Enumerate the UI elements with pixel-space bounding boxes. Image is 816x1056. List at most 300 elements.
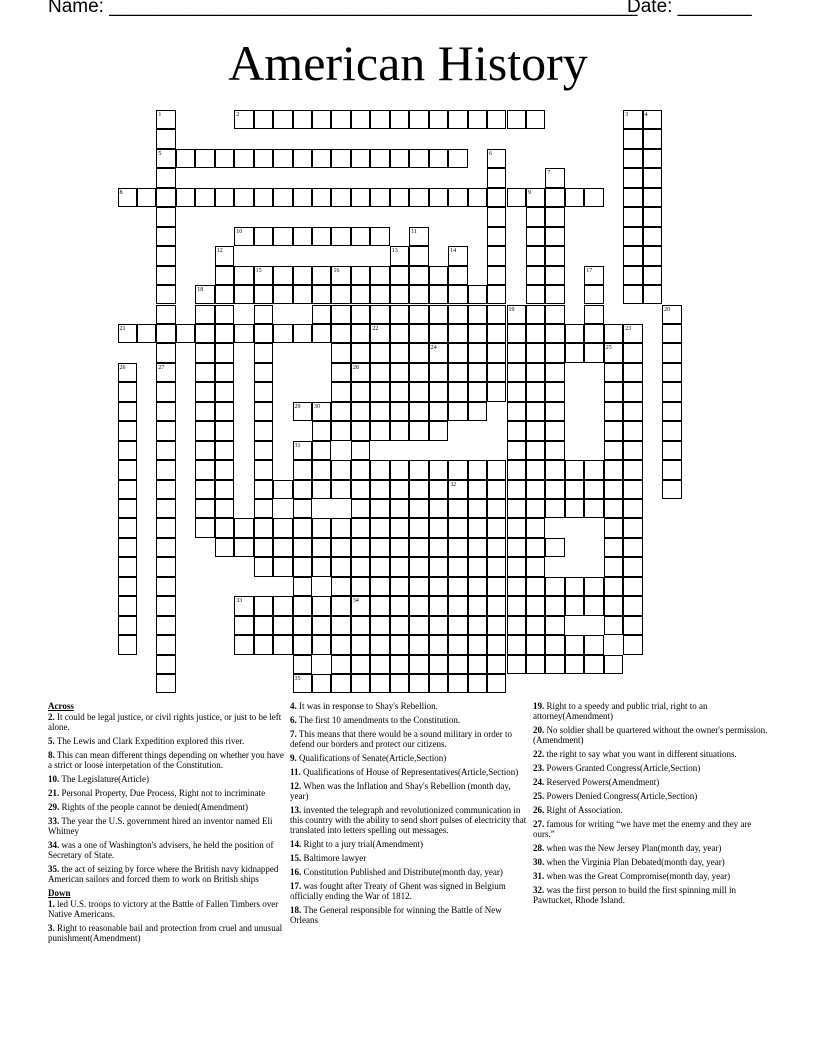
grid-cell[interactable] (507, 188, 526, 207)
grid-cell[interactable] (429, 557, 448, 576)
grid-cell[interactable] (370, 402, 389, 421)
grid-cell[interactable] (254, 188, 273, 207)
grid-cell[interactable] (468, 343, 487, 362)
grid-cell[interactable] (156, 305, 175, 324)
grid-cell[interactable] (254, 518, 273, 537)
grid-cell[interactable] (409, 343, 428, 362)
grid-cell[interactable] (195, 149, 214, 168)
grid-cell[interactable] (623, 246, 642, 265)
grid-cell[interactable] (487, 188, 506, 207)
grid-cell[interactable] (429, 616, 448, 635)
grid-cell[interactable] (331, 188, 350, 207)
grid-cell[interactable] (156, 441, 175, 460)
grid-cell[interactable] (429, 110, 448, 129)
grid-cell[interactable] (429, 577, 448, 596)
grid-cell[interactable] (565, 324, 584, 343)
grid-cell[interactable] (390, 382, 409, 401)
grid-cell[interactable] (507, 363, 526, 382)
grid-cell[interactable] (584, 480, 603, 499)
grid-cell[interactable] (468, 518, 487, 537)
grid-cell[interactable] (215, 538, 234, 557)
grid-cell[interactable] (545, 616, 564, 635)
grid-cell[interactable] (545, 538, 564, 557)
grid-cell[interactable] (390, 616, 409, 635)
grid-cell[interactable] (507, 110, 526, 129)
grid-cell[interactable] (351, 635, 370, 654)
grid-cell[interactable] (623, 129, 642, 148)
grid-cell[interactable] (643, 285, 662, 304)
grid-cell[interactable] (351, 110, 370, 129)
grid-cell[interactable] (526, 635, 545, 654)
grid-cell[interactable] (545, 655, 564, 674)
grid-cell[interactable] (526, 596, 545, 615)
grid-cell[interactable] (390, 188, 409, 207)
grid-cell[interactable] (370, 499, 389, 518)
grid-cell[interactable] (448, 538, 467, 557)
grid-cell[interactable] (118, 441, 137, 460)
grid-cell[interactable] (468, 460, 487, 479)
grid-cell[interactable] (351, 557, 370, 576)
grid-cell[interactable] (293, 518, 312, 537)
grid-cell[interactable] (545, 305, 564, 324)
grid-cell[interactable] (293, 557, 312, 576)
grid-cell[interactable] (331, 480, 350, 499)
grid-cell[interactable] (643, 266, 662, 285)
grid-cell[interactable] (429, 382, 448, 401)
grid-cell[interactable] (507, 616, 526, 635)
grid-cell[interactable] (662, 421, 681, 440)
grid-cell[interactable] (409, 285, 428, 304)
grid-cell[interactable] (312, 596, 331, 615)
grid-cell[interactable] (487, 285, 506, 304)
grid-cell[interactable] (156, 616, 175, 635)
grid-cell[interactable] (156, 168, 175, 187)
grid-cell[interactable] (584, 324, 603, 343)
grid-cell[interactable] (623, 421, 642, 440)
grid-cell[interactable] (526, 499, 545, 518)
grid-cell[interactable] (526, 421, 545, 440)
grid-cell[interactable] (273, 557, 292, 576)
grid-cell[interactable] (390, 499, 409, 518)
grid-cell[interactable] (487, 460, 506, 479)
grid-cell[interactable] (507, 655, 526, 674)
grid-cell[interactable] (565, 596, 584, 615)
grid-cell[interactable] (429, 538, 448, 557)
grid-cell[interactable] (156, 246, 175, 265)
grid-cell[interactable] (312, 305, 331, 324)
grid-cell[interactable] (545, 285, 564, 304)
grid-cell[interactable] (312, 518, 331, 537)
grid-cell[interactable] (156, 674, 175, 693)
grid-cell[interactable] (390, 324, 409, 343)
grid-cell[interactable] (273, 635, 292, 654)
grid-cell[interactable] (331, 635, 350, 654)
grid-cell[interactable] (370, 616, 389, 635)
grid-cell[interactable] (370, 149, 389, 168)
grid-cell[interactable] (273, 227, 292, 246)
grid-cell[interactable] (623, 149, 642, 168)
grid-cell[interactable] (429, 363, 448, 382)
grid-cell[interactable] (312, 480, 331, 499)
grid-cell[interactable] (448, 616, 467, 635)
grid-cell[interactable] (293, 577, 312, 596)
grid-cell[interactable] (351, 655, 370, 674)
grid-cell[interactable] (468, 655, 487, 674)
grid-cell[interactable] (526, 577, 545, 596)
grid-cell[interactable] (331, 538, 350, 557)
grid-cell[interactable] (526, 655, 545, 674)
grid-cell[interactable] (604, 363, 623, 382)
grid-cell[interactable] (487, 596, 506, 615)
grid-cell[interactable] (390, 343, 409, 362)
grid-cell[interactable] (623, 499, 642, 518)
grid-cell[interactable] (468, 285, 487, 304)
grid-cell[interactable] (565, 460, 584, 479)
grid-cell[interactable] (351, 499, 370, 518)
grid-cell[interactable] (390, 421, 409, 440)
grid-cell[interactable] (293, 538, 312, 557)
grid-cell[interactable] (370, 382, 389, 401)
grid-cell[interactable] (662, 324, 681, 343)
grid-cell[interactable] (623, 285, 642, 304)
grid-cell[interactable] (176, 149, 195, 168)
grid-cell[interactable] (293, 480, 312, 499)
grid-cell[interactable] (623, 227, 642, 246)
grid-cell[interactable] (331, 616, 350, 635)
grid-cell[interactable] (507, 324, 526, 343)
grid-cell[interactable] (584, 577, 603, 596)
grid-cell[interactable] (195, 518, 214, 537)
grid-cell[interactable] (351, 674, 370, 693)
grid-cell[interactable] (487, 518, 506, 537)
grid-cell[interactable] (312, 285, 331, 304)
grid-cell[interactable] (526, 246, 545, 265)
grid-cell[interactable] (545, 499, 564, 518)
grid-cell[interactable] (215, 343, 234, 362)
grid-cell[interactable] (156, 188, 175, 207)
grid-cell[interactable] (370, 518, 389, 537)
grid-cell[interactable] (273, 538, 292, 557)
grid-cell[interactable] (390, 285, 409, 304)
grid-cell[interactable] (176, 188, 195, 207)
grid-cell[interactable] (623, 363, 642, 382)
grid-cell[interactable] (215, 363, 234, 382)
grid-cell[interactable] (156, 499, 175, 518)
grid-cell[interactable] (662, 480, 681, 499)
grid-cell[interactable] (273, 266, 292, 285)
grid-cell[interactable] (331, 402, 350, 421)
grid-cell[interactable] (254, 305, 273, 324)
grid-cell[interactable] (604, 499, 623, 518)
grid-cell[interactable] (215, 285, 234, 304)
grid-cell[interactable] (468, 557, 487, 576)
grid-cell[interactable] (604, 460, 623, 479)
grid-cell[interactable] (331, 227, 350, 246)
grid-cell[interactable] (545, 246, 564, 265)
grid-cell[interactable] (409, 382, 428, 401)
grid-cell[interactable] (351, 616, 370, 635)
grid-cell[interactable] (390, 402, 409, 421)
grid-cell[interactable] (390, 110, 409, 129)
grid-cell[interactable] (234, 324, 253, 343)
grid-cell[interactable] (487, 655, 506, 674)
grid-cell[interactable] (351, 227, 370, 246)
grid-cell[interactable] (526, 480, 545, 499)
grid-cell[interactable] (487, 266, 506, 285)
grid-cell[interactable] (156, 266, 175, 285)
grid-cell[interactable] (156, 227, 175, 246)
grid-cell[interactable] (448, 149, 467, 168)
grid-cell[interactable] (487, 207, 506, 226)
grid-cell[interactable] (312, 538, 331, 557)
grid-cell[interactable] (604, 616, 623, 635)
grid-cell[interactable] (254, 227, 273, 246)
grid-cell[interactable] (331, 110, 350, 129)
grid-cell[interactable] (662, 382, 681, 401)
grid-cell[interactable] (487, 343, 506, 362)
grid-cell[interactable] (409, 577, 428, 596)
grid-cell[interactable] (312, 227, 331, 246)
grid-cell[interactable] (234, 616, 253, 635)
grid-cell[interactable] (584, 596, 603, 615)
grid-cell[interactable] (351, 266, 370, 285)
grid-cell[interactable] (468, 538, 487, 557)
grid-cell[interactable] (584, 343, 603, 362)
grid-cell[interactable] (526, 538, 545, 557)
grid-cell[interactable] (507, 538, 526, 557)
grid-cell[interactable] (390, 149, 409, 168)
grid-cell[interactable] (545, 460, 564, 479)
grid-cell[interactable] (234, 285, 253, 304)
grid-cell[interactable] (215, 382, 234, 401)
grid-cell[interactable] (643, 188, 662, 207)
grid-cell[interactable] (118, 421, 137, 440)
grid-cell[interactable] (215, 305, 234, 324)
grid-cell[interactable] (526, 382, 545, 401)
grid-cell[interactable] (507, 421, 526, 440)
grid-cell[interactable] (370, 188, 389, 207)
grid-cell[interactable] (623, 596, 642, 615)
grid-cell[interactable] (195, 421, 214, 440)
grid-cell[interactable] (409, 149, 428, 168)
grid-cell[interactable] (507, 480, 526, 499)
grid-cell[interactable] (604, 421, 623, 440)
grid-cell[interactable] (118, 538, 137, 557)
grid-cell[interactable] (118, 577, 137, 596)
grid-cell[interactable] (312, 266, 331, 285)
grid-cell[interactable] (234, 635, 253, 654)
grid-cell[interactable] (429, 460, 448, 479)
grid-cell[interactable] (545, 363, 564, 382)
grid-cell[interactable] (195, 499, 214, 518)
grid-cell[interactable] (409, 655, 428, 674)
grid-cell[interactable] (429, 635, 448, 654)
grid-cell[interactable] (293, 285, 312, 304)
grid-cell[interactable] (156, 129, 175, 148)
grid-cell[interactable] (487, 110, 506, 129)
grid-cell[interactable] (312, 674, 331, 693)
grid-cell[interactable] (662, 343, 681, 362)
grid-cell[interactable] (487, 616, 506, 635)
grid-cell[interactable] (409, 460, 428, 479)
grid-cell[interactable] (195, 305, 214, 324)
grid-cell[interactable] (623, 207, 642, 226)
grid-cell[interactable] (331, 460, 350, 479)
grid-cell[interactable] (370, 596, 389, 615)
grid-cell[interactable] (429, 188, 448, 207)
grid-cell[interactable] (195, 402, 214, 421)
grid-cell[interactable] (293, 149, 312, 168)
grid-cell[interactable] (448, 363, 467, 382)
grid-cell[interactable] (195, 188, 214, 207)
grid-cell[interactable] (312, 188, 331, 207)
grid-cell[interactable] (215, 149, 234, 168)
grid-cell[interactable] (351, 460, 370, 479)
grid-cell[interactable] (370, 343, 389, 362)
grid-cell[interactable] (604, 538, 623, 557)
grid-cell[interactable] (293, 635, 312, 654)
grid-cell[interactable] (409, 246, 428, 265)
grid-cell[interactable] (448, 382, 467, 401)
grid-cell[interactable] (215, 421, 234, 440)
grid-cell[interactable] (156, 207, 175, 226)
grid-cell[interactable] (409, 499, 428, 518)
grid-cell[interactable] (545, 577, 564, 596)
grid-cell[interactable] (370, 577, 389, 596)
grid-cell[interactable] (156, 635, 175, 654)
grid-cell[interactable] (390, 305, 409, 324)
grid-cell[interactable] (526, 441, 545, 460)
grid-cell[interactable] (545, 382, 564, 401)
grid-cell[interactable] (468, 402, 487, 421)
grid-cell[interactable] (409, 421, 428, 440)
grid-cell[interactable] (351, 480, 370, 499)
grid-cell[interactable] (507, 635, 526, 654)
grid-cell[interactable] (545, 421, 564, 440)
grid-cell[interactable] (429, 596, 448, 615)
grid-cell[interactable] (584, 188, 603, 207)
grid-cell[interactable] (623, 441, 642, 460)
grid-cell[interactable] (584, 655, 603, 674)
grid-cell[interactable] (273, 324, 292, 343)
grid-cell[interactable] (370, 460, 389, 479)
grid-cell[interactable] (195, 343, 214, 362)
grid-cell[interactable] (662, 363, 681, 382)
grid-cell[interactable] (545, 441, 564, 460)
grid-cell[interactable] (331, 518, 350, 537)
grid-cell[interactable] (118, 596, 137, 615)
grid-cell[interactable] (351, 518, 370, 537)
grid-cell[interactable] (370, 635, 389, 654)
grid-cell[interactable] (526, 460, 545, 479)
grid-cell[interactable] (409, 110, 428, 129)
grid-cell[interactable] (312, 460, 331, 479)
grid-cell[interactable] (487, 480, 506, 499)
grid-cell[interactable] (195, 382, 214, 401)
grid-cell[interactable] (623, 382, 642, 401)
grid-cell[interactable] (293, 616, 312, 635)
grid-cell[interactable] (526, 285, 545, 304)
grid-cell[interactable] (156, 421, 175, 440)
grid-cell[interactable] (390, 635, 409, 654)
grid-cell[interactable] (448, 674, 467, 693)
grid-cell[interactable] (623, 480, 642, 499)
grid-cell[interactable] (623, 538, 642, 557)
grid-cell[interactable] (507, 577, 526, 596)
grid-cell[interactable] (215, 324, 234, 343)
grid-cell[interactable] (390, 460, 409, 479)
grid-cell[interactable] (487, 324, 506, 343)
grid-cell[interactable] (234, 538, 253, 557)
grid-cell[interactable] (507, 382, 526, 401)
grid-cell[interactable] (545, 207, 564, 226)
grid-cell[interactable] (487, 363, 506, 382)
grid-cell[interactable] (526, 402, 545, 421)
grid-cell[interactable] (390, 577, 409, 596)
grid-cell[interactable] (468, 577, 487, 596)
grid-cell[interactable] (156, 324, 175, 343)
grid-cell[interactable] (351, 421, 370, 440)
grid-cell[interactable] (643, 129, 662, 148)
grid-cell[interactable] (448, 518, 467, 537)
grid-cell[interactable] (156, 538, 175, 557)
grid-cell[interactable] (215, 480, 234, 499)
grid-cell[interactable] (390, 480, 409, 499)
grid-cell[interactable] (487, 538, 506, 557)
grid-cell[interactable] (254, 343, 273, 362)
grid-cell[interactable] (409, 518, 428, 537)
grid-cell[interactable] (156, 402, 175, 421)
grid-cell[interactable] (156, 382, 175, 401)
grid-cell[interactable] (331, 285, 350, 304)
grid-cell[interactable] (351, 382, 370, 401)
grid-cell[interactable] (254, 480, 273, 499)
grid-cell[interactable] (545, 227, 564, 246)
grid-cell[interactable] (429, 285, 448, 304)
grid-cell[interactable] (448, 596, 467, 615)
grid-cell[interactable] (507, 557, 526, 576)
grid-cell[interactable] (468, 480, 487, 499)
grid-cell[interactable] (409, 596, 428, 615)
grid-cell[interactable] (118, 557, 137, 576)
grid-cell[interactable] (448, 499, 467, 518)
grid-cell[interactable] (312, 110, 331, 129)
grid-cell[interactable] (215, 499, 234, 518)
grid-cell[interactable] (448, 110, 467, 129)
grid-cell[interactable] (584, 499, 603, 518)
grid-cell[interactable] (429, 499, 448, 518)
grid-cell[interactable] (351, 305, 370, 324)
grid-cell[interactable] (254, 635, 273, 654)
grid-cell[interactable] (351, 577, 370, 596)
grid-cell[interactable] (662, 460, 681, 479)
grid-cell[interactable] (118, 382, 137, 401)
grid-cell[interactable] (370, 557, 389, 576)
grid-cell[interactable] (623, 343, 642, 362)
grid-cell[interactable] (118, 616, 137, 635)
grid-cell[interactable] (409, 324, 428, 343)
grid-cell[interactable] (448, 635, 467, 654)
grid-cell[interactable] (409, 266, 428, 285)
grid-cell[interactable] (118, 499, 137, 518)
grid-cell[interactable] (409, 557, 428, 576)
grid-cell[interactable] (331, 324, 350, 343)
grid-cell[interactable] (643, 227, 662, 246)
grid-cell[interactable] (429, 149, 448, 168)
grid-cell[interactable] (545, 480, 564, 499)
grid-cell[interactable] (273, 616, 292, 635)
grid-cell[interactable] (254, 460, 273, 479)
